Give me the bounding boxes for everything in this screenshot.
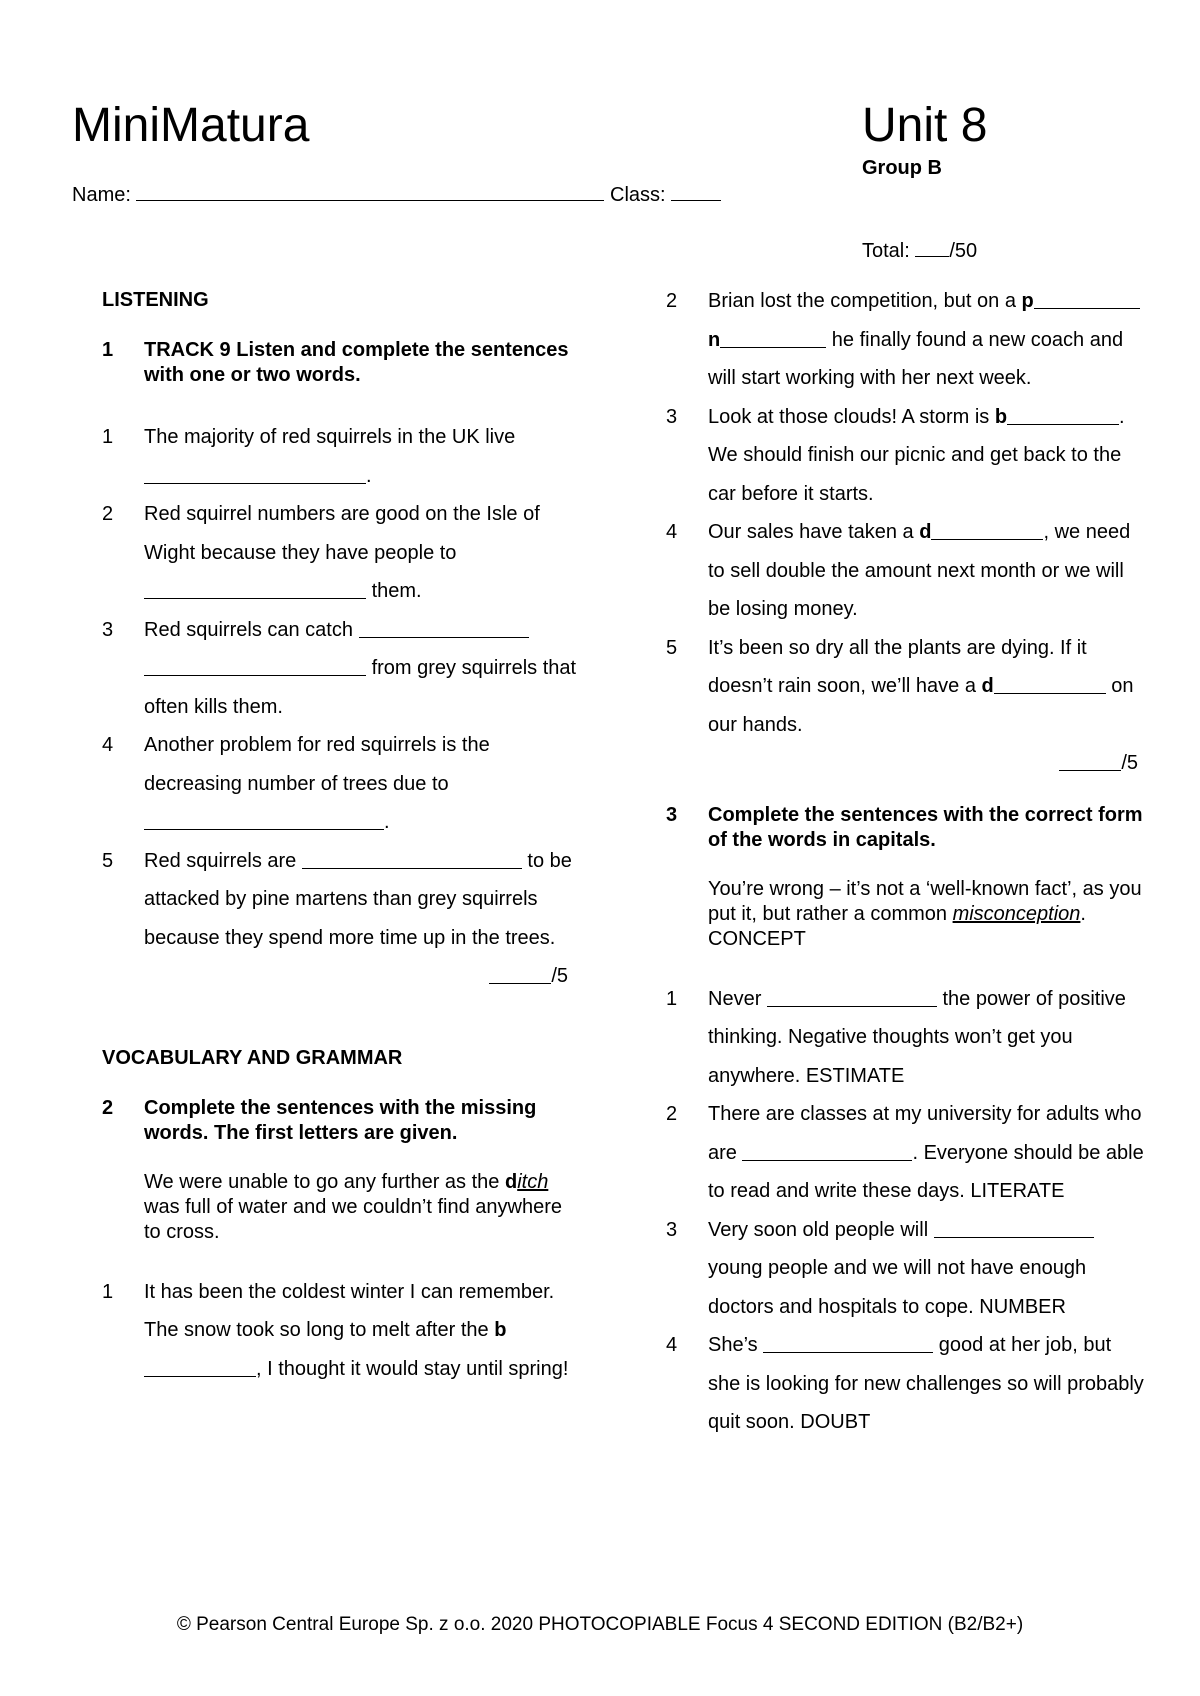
task-1-heading xyxy=(102,338,582,388)
class-field[interactable] xyxy=(671,182,721,201)
item-text: Red squirrels can catch xyxy=(144,618,353,641)
item-number: 3 xyxy=(666,1218,678,1241)
item-number: 2 xyxy=(666,1103,678,1125)
first-letter: b xyxy=(494,1319,507,1341)
list-item xyxy=(102,495,582,611)
answer-blank[interactable] xyxy=(767,986,937,1007)
total-max: /50 xyxy=(949,240,978,262)
total-label: Total: xyxy=(862,240,910,262)
task-instruction: TRACK 9 Listen and complete the sentences with one or two words. xyxy=(144,339,569,386)
vocab-heading: VOCABULARY AND GRAMMAR xyxy=(102,1046,403,1069)
item-text: She’s xyxy=(708,1334,758,1356)
task-number: 3 xyxy=(666,803,678,826)
item-text: Red squirrel numbers are good on the Isle of Wight because they have people to xyxy=(144,503,540,564)
class-label: Class: xyxy=(610,184,666,206)
answer-blank[interactable] xyxy=(144,655,366,676)
item-text: , we need to sell double the amount next month or we will be losing money. xyxy=(708,521,1131,620)
answer-blank[interactable] xyxy=(720,327,826,348)
name-class-row xyxy=(72,182,721,207)
item-text: Red squirrels are xyxy=(144,849,297,872)
list-item xyxy=(666,1211,1146,1327)
list-item xyxy=(666,513,1146,629)
example-answer: misconception xyxy=(952,902,1081,925)
example-answer: itch xyxy=(517,1170,549,1193)
score-max: /5 xyxy=(1121,752,1138,774)
group-label: Group B xyxy=(862,157,942,179)
list-item xyxy=(102,1273,582,1389)
answer-blank[interactable] xyxy=(742,1140,912,1161)
first-letter: d xyxy=(919,521,932,543)
item-number: 4 xyxy=(102,734,114,756)
list-item xyxy=(102,842,582,958)
copyright-footer: © Pearson Central Europe Sp. z o.o. 2020 PHOTOCOPIABLE Focus 4 SECOND EDITION (B2/B2+) xyxy=(176,1614,1024,1635)
answer-blank[interactable] xyxy=(144,463,366,484)
answer-blank[interactable] xyxy=(931,519,1043,540)
first-letter: p xyxy=(1021,290,1034,312)
item-text: . xyxy=(366,464,372,487)
item-text: . xyxy=(384,811,390,833)
item-text: Never xyxy=(708,987,762,1010)
example-sentence xyxy=(666,877,1146,952)
item-number: 5 xyxy=(102,849,114,872)
task-instruction: Complete the sentences with the missing words. The first letters are given. xyxy=(144,1096,537,1144)
listening-heading: LISTENING xyxy=(102,289,209,311)
item-text: Look at those clouds! A storm is xyxy=(708,405,990,428)
item-text: he finally found a new coach and will start working with her next week. xyxy=(708,328,1124,389)
answer-blank[interactable] xyxy=(1034,288,1140,309)
answer-blank[interactable] xyxy=(994,673,1106,694)
score-blank[interactable] xyxy=(1059,750,1121,771)
task-3-heading xyxy=(666,803,1146,853)
example-text: We were unable to go any further as the xyxy=(144,1170,500,1193)
item-text: There are classes at my university for adults who are xyxy=(708,1103,1142,1164)
item-text: . We should finish our picnic and get back to the car before it starts. xyxy=(708,405,1125,505)
item-number: 2 xyxy=(102,503,114,525)
item-text: to be attacked by pine martens than grey squirrels because they spend more time up in the trees. xyxy=(144,849,572,949)
score-max: /5 xyxy=(551,965,568,987)
item-text: them. xyxy=(371,580,422,602)
item-text: young people and we will not have enough doctors and hospitals to cope. NUMBER xyxy=(708,1257,1087,1318)
task-2-heading xyxy=(102,1096,582,1146)
list-item xyxy=(666,629,1146,745)
item-text: It has been the coldest winter I can remember. The snow took so long to melt after the xyxy=(144,1280,555,1341)
list-item xyxy=(666,1095,1146,1211)
answer-blank[interactable] xyxy=(144,578,366,599)
item-text: . Everyone should be able to read and write these days. LITERATE xyxy=(708,1141,1144,1202)
list-item xyxy=(666,398,1146,514)
example-text: was full of water and we couldn’t find anywhere to cross. xyxy=(144,1195,563,1243)
answer-blank[interactable] xyxy=(934,1217,1094,1238)
item-text: The majority of red squirrels in the UK live xyxy=(144,426,516,448)
example-first-letter: d xyxy=(504,1170,518,1193)
total-row xyxy=(862,238,977,263)
list-item xyxy=(102,726,582,842)
example-text: You’re wrong – it’s not a ‘well-known fact’, as you put it, but rather a common xyxy=(708,877,1142,925)
list-item xyxy=(666,980,1146,1096)
first-letter: d xyxy=(981,675,994,697)
task-number: 1 xyxy=(102,339,114,361)
item-text: Brian lost the competition, but on a xyxy=(708,290,1016,312)
item-text: , I thought it would stay until spring! xyxy=(256,1357,569,1380)
list-item xyxy=(666,1326,1146,1442)
item-number: 4 xyxy=(666,521,678,543)
item-text: the power of positive thinking. Negative thoughts won’t get you anywhere. ESTIMATE xyxy=(708,987,1126,1087)
item-number: 2 xyxy=(666,290,678,312)
answer-blank[interactable] xyxy=(763,1332,933,1353)
list-item xyxy=(666,282,1146,398)
answer-blank[interactable] xyxy=(144,1356,256,1377)
task-instruction: Complete the sentences with the correct form of the words in capitals. xyxy=(708,803,1143,851)
name-label: Name: xyxy=(72,184,131,206)
example-text: . CONCEPT xyxy=(708,902,1086,950)
answer-blank[interactable] xyxy=(302,848,522,869)
item-text: It’s been so dry all the plants are dying. If it doesn’t rain soon, we’ll have a xyxy=(708,636,1087,697)
first-letter: n xyxy=(708,328,721,351)
item-number: 3 xyxy=(666,405,678,428)
example-sentence xyxy=(102,1170,582,1245)
name-field[interactable] xyxy=(136,182,604,201)
item-text: Another problem for red squirrels is the decreasing number of trees due to xyxy=(144,734,490,795)
score-box xyxy=(102,957,582,996)
item-number: 3 xyxy=(102,618,114,641)
item-text: from grey squirrels that often kills them. xyxy=(144,657,577,718)
answer-blank[interactable] xyxy=(144,809,384,830)
item-text: good at her job, but she is looking for new challenges so will probably quit soon. DOUBT xyxy=(708,1334,1144,1433)
item-number: 4 xyxy=(666,1334,678,1356)
item-text: on our hands. xyxy=(708,675,1134,736)
first-letter: b xyxy=(994,405,1008,428)
score-blank[interactable] xyxy=(489,963,551,984)
score-box xyxy=(666,744,1146,783)
item-number: 5 xyxy=(666,636,678,659)
total-field[interactable] xyxy=(915,238,949,257)
item-number: 1 xyxy=(102,426,114,448)
left-column xyxy=(102,282,582,1388)
item-number: 1 xyxy=(666,987,678,1010)
item-text: Very soon old people will xyxy=(708,1218,929,1241)
answer-blank[interactable] xyxy=(1007,404,1119,425)
unit-title: Unit 8 xyxy=(862,99,988,152)
right-column xyxy=(666,282,1146,1442)
item-number: 1 xyxy=(102,1280,114,1303)
list-item xyxy=(102,418,582,495)
brand-title: MiniMatura xyxy=(72,99,310,152)
list-item xyxy=(102,611,582,727)
task-number: 2 xyxy=(102,1096,114,1119)
answer-blank[interactable] xyxy=(359,617,529,638)
item-text: Our sales have taken a xyxy=(708,521,914,543)
